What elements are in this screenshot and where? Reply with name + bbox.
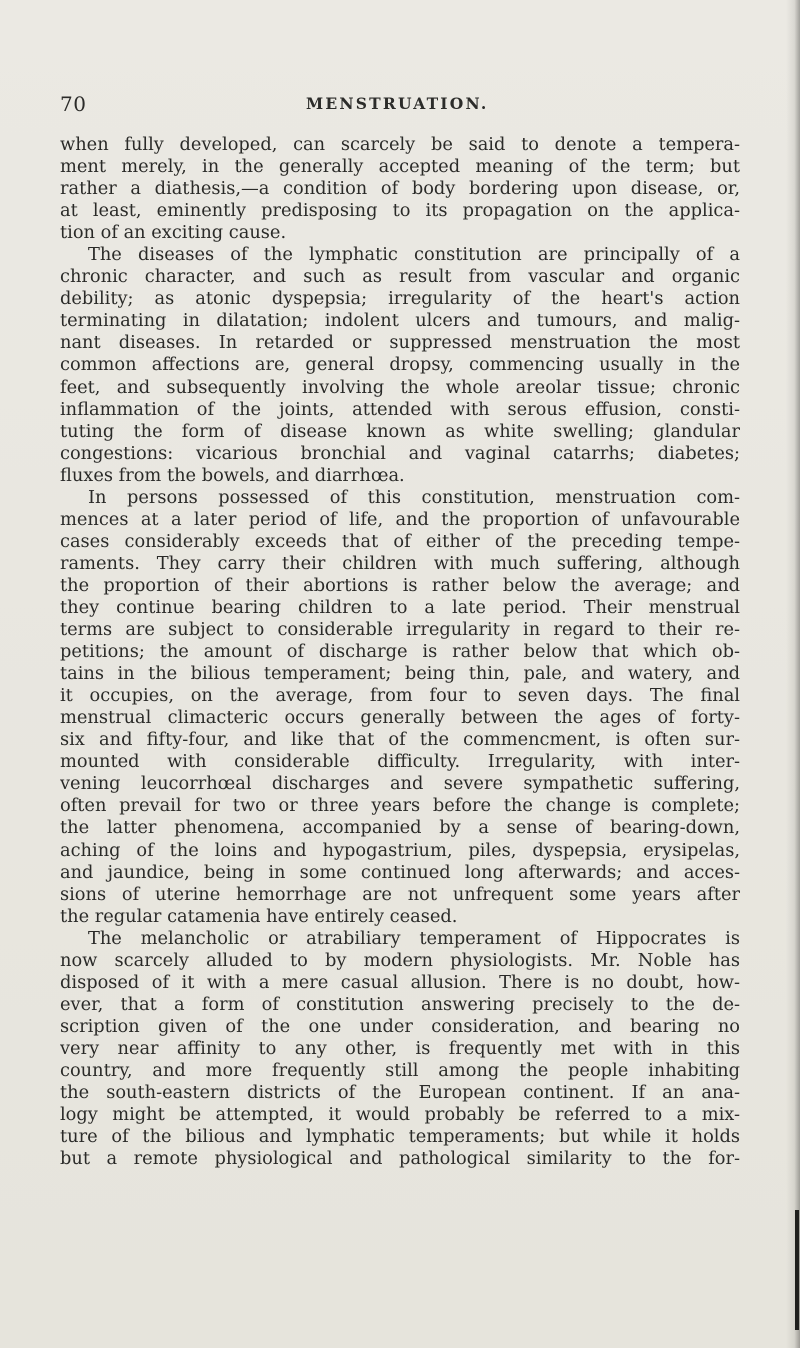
page-edge-mark [795,1210,799,1330]
text-line: petitions; the amount of discharge is rather below that which ob- [60,641,740,663]
text-line: vening leucorrhœal discharges and severe sympathetic suffering, [60,773,740,795]
page-edge-shadow [786,0,800,1348]
text-line: terminating in dilatation; indolent ulcers and tumours, and malig- [60,310,740,332]
text-line: chronic character, and such as result from vascular and organic [60,266,740,288]
text-line: it occupies, on the average, from four to seven days. The final [60,685,740,707]
text-line: debility; as atonic dyspepsia; irregularity of the heart's action [60,288,740,310]
text-line: ment merely, in the generally accepted meaning of the term; but [60,156,740,178]
text-line: they continue bearing children to a late period. Their menstrual [60,596,740,618]
text-line: cases considerably exceeds that of either of the preceding tempe- [60,530,740,552]
text-line: In persons possessed of this constitution, menstruation com- [88,486,740,508]
page-header [60,92,740,116]
running-head: MENSTRUATION. [306,94,489,113]
text-line: The diseases of the lymphatic constitution are principally of a [88,244,740,266]
text-line: raments. They carry their children with much suffering, although [60,552,740,574]
text-line: terms are subject to considerable irregularity in regard to their re- [60,619,740,641]
text-line: mences at a later period of life, and the proportion of unfavourable [60,508,740,530]
text-line: menstrual climacteric occurs generally between the ages of forty- [60,707,740,729]
text-line: The melancholic or atrabiliary temperament of Hippocrates is [88,927,740,949]
text-line: ever, that a form of constitution answering precisely to the de- [60,993,740,1015]
text-line: very near affinity to any other, is frequently met with in this [60,1037,740,1059]
text-line: at least, eminently predisposing to its propagation on the applica- [60,200,740,222]
text-line: tion of an exciting cause. [60,222,287,244]
text-line: sions of uterine hemorrhage are not unfrequent some years after [60,883,740,905]
text-line: disposed of it with a mere casual allusion. There is no doubt, how- [60,971,740,993]
text-line: scription given of the one under consideration, and bearing no [60,1015,740,1037]
text-line: now scarcely alluded to by modern physiologists. Mr. Noble has [60,949,740,971]
page-number: 70 [60,92,87,116]
text-line: tuting the form of disease known as white swelling; glandular [60,420,740,442]
text-line: often prevail for two or three years before the change is complete; [60,795,740,817]
text-line: fluxes from the bowels, and diarrhœa. [60,464,405,486]
text-line: logy might be attempted, it would probably be referred to a mix- [60,1104,740,1126]
text-line: the latter phenomena, accompanied by a sense of bearing-down, [60,817,740,839]
text-line: but a remote physiological and pathological similarity to the for- [60,1148,740,1170]
text-line: nant diseases. In retarded or suppressed menstruation the most [60,332,740,354]
text-line: aching of the loins and hypogastrium, piles, dyspepsia, erysipelas, [60,839,740,861]
text-line: tains in the bilious temperament; being thin, pale, and watery, and [60,663,740,685]
text-line: ture of the bilious and lymphatic temperaments; but while it holds [60,1126,740,1148]
text-line: the south-eastern districts of the European continent. If an ana- [60,1082,740,1104]
text-line: mounted with considerable difficulty. Irregularity, with inter- [60,751,740,773]
text-line: feet, and subsequently involving the whole areolar tissue; chronic [60,376,740,398]
text-line: when fully developed, can scarcely be said to denote a tempera- [60,134,740,155]
text-line: and jaundice, being in some continued long afterwards; and acces- [60,861,740,883]
text-line: six and fifty-four, and like that of the commencment, is often sur- [60,729,740,751]
text-line: congestions: vicarious bronchial and vaginal catarrhs; diabetes; [60,442,740,464]
body-text [60,134,740,1170]
text-line: the regular catamenia have entirely ceased. [60,905,458,927]
text-line: common affections are, general dropsy, commencing usually in the [60,354,740,376]
text-line: rather a diathesis,—a condition of body bordering upon disease, or, [60,178,740,200]
text-line: country, and more frequently still among the people inhabiting [60,1059,740,1081]
text-line: the proportion of their abortions is rather below the average; and [60,574,740,596]
text-line: inflammation of the joints, attended with serous effusion, consti- [60,398,740,420]
